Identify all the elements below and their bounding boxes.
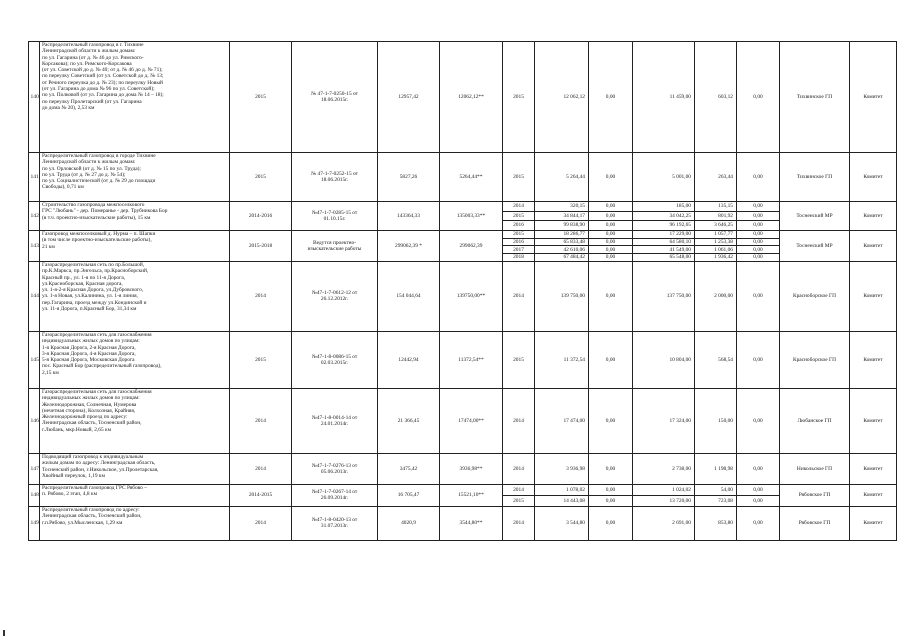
sub-regional: 5 001,00 [633,153,695,202]
sub-other: 0,00 [737,153,780,202]
sub-regional: 64 580,10 [633,238,695,246]
table-row [29,506,897,540]
sub-federal: 0,00 [589,261,633,331]
sub-total: 139 750,00 [535,261,589,331]
responsible-body: Комитет [850,153,897,202]
sub-other: 0,00 [737,230,780,238]
permit-line: 05.06.2013г. [320,468,349,475]
sub-federal: 0,00 [589,221,633,231]
sub-total: 65 833,48 [535,238,589,246]
sub-other: 0,00 [737,202,780,212]
sub-total: 12 062,12 [535,42,589,153]
estimated-cost: 143364,33 [378,202,440,231]
estimated-cost: 3475,42 [378,453,440,484]
description-line: Корсакова); по ул. Римского-Корсакова [42,60,132,67]
sub-regional: 2 691,00 [633,506,695,540]
description-line: индивидуальных жилых домов по улицам: [42,395,140,402]
document-sheet [28,41,896,541]
funding-total: 17474,00** [440,388,503,453]
responsible-body: Комитет [850,202,897,231]
description-line: ул. 11-я Дорога, п.Красный Бор, 31,34 км [42,306,137,313]
sub-total: 3 544,80 [535,506,589,540]
construction-years: 2015 [230,42,292,153]
sub-regional: 1 024,02 [633,484,695,495]
table-row [29,484,897,495]
permit-info [292,388,378,453]
sub-total: 34 844,17 [535,211,589,221]
sub-regional: 185,00 [633,202,695,212]
sub-other: 0,00 [737,388,780,453]
sub-year: 2016 [503,221,535,231]
sub-total: 99 838,90 [535,221,589,231]
description-line: Тосненский район, г.Никольское, ул.Пролетарская, [42,466,159,473]
row-number: 143 [29,230,40,261]
permit-line: Ведутся проектно- [312,239,356,246]
sub-year: 2015 [503,211,535,221]
sub-regional: 10 804,00 [633,331,695,388]
sub-other: 0,00 [737,484,780,495]
object-description [40,42,230,153]
permit-line: №47-1-7-0612-12 от [311,290,358,297]
sub-total: 42 610,06 [535,246,589,254]
sub-year: 2014 [503,261,535,331]
permit-info [292,331,378,388]
table-row [29,261,897,331]
object-description [40,261,230,331]
funding-total: 3936,98** [440,453,503,484]
estimated-cost: 21 366,45 [378,388,440,453]
sub-federal: 0,00 [589,254,633,262]
sub-year: 2015 [503,42,535,153]
description-line: пер.Гагарина, проезд между ул.Кондинской и [42,299,147,306]
description-line: 21 км [42,243,55,250]
description-line: по ул. Социалистической (от д. № 29 до площади [42,178,156,185]
sub-total: 1 078,02 [535,484,589,495]
sub-other: 0,00 [737,261,780,331]
description-line: г.Любань, мкр.Новый, 2,65 км [42,426,112,433]
description-line: индивидуальных жилых домов по улицам: [42,338,140,345]
description-line: ГРС "Любань" - дер. Померанье - дер. Трубникова Бор [42,208,168,215]
permit-line: №47-1-7-0276-13 от [311,462,358,469]
sub-regional: 17 229,00 [633,230,695,238]
permit-info [292,261,378,331]
description-line: 3-я Красная Дорога, 4-я Красная Дорога, [42,350,136,357]
construction-years: 2015 [230,153,292,202]
estimated-cost: 154 044,64 [378,261,440,331]
construction-years: 2014 [230,388,292,453]
description-line: 2,15 км [42,369,59,376]
description-line: Распределительный газопровод ГРС Рябово – [42,484,147,491]
object-description [40,388,230,453]
funding-total: 135003,33** [440,202,503,231]
responsible-body: Комитет [850,42,897,153]
sub-year: 2014 [503,506,535,540]
sub-year: 2015 [503,331,535,388]
sub-local: 603,12 [695,42,737,153]
permit-line: №47-1-8-0420-13 от [311,517,358,524]
permit-line: №47-1-8-0014-14 от [311,414,358,421]
table-row [29,453,897,484]
sub-other: 0,00 [737,331,780,388]
permit-info [292,202,378,231]
sub-local: 801,92 [695,211,737,221]
sub-local: 1 057,77 [695,230,737,238]
row-number: 145 [29,331,40,388]
description-line: по ул. Труда (от д. № 27 до д. № 54); [42,171,126,178]
responsible-body: Комитет [850,506,897,540]
table-row [29,388,897,453]
construction-years: 2014-2016 [230,202,292,231]
sub-local: 2 000,00 [695,261,737,331]
description-line: (от ул. Гагарина до дома № 96 по ул. Советской); [42,86,155,93]
object-description [40,453,230,484]
responsible-body: Комитет [850,230,897,261]
sub-total: 3 936,98 [535,453,589,484]
sub-other: 0,00 [737,246,780,254]
description-line: Газораспределительная сеть для газоснабжения [42,331,152,338]
estimated-cost: 12957,42 [378,42,440,153]
description-line: жилым домам по адресу: Ленинградская область, [42,460,156,467]
funding-total: 5264,44** [440,153,503,202]
permit-line: 26.12.2012г. [320,296,349,303]
description-line: Газопровод межпоселковый д. Нурма – п. Шапки [42,230,156,237]
funding-total: 11372,54** [440,331,503,388]
description-line: Распределительный газопровод по адресу: [42,506,140,513]
sub-total: 17 474,00 [535,388,589,453]
sub-regional: 137 750,00 [633,261,695,331]
permit-line: 26.09.2014г. [320,495,349,502]
description-line: Газораспределительная сеть для газоснабжения [42,388,152,395]
municipality: Тихвинское ГП [780,42,850,153]
responsible-body: Комитет [850,261,897,331]
row-number: 142 [29,202,40,231]
sub-other: 0,00 [737,506,780,540]
permit-line: 18.06.2015г. [320,177,349,183]
sub-year: 2018 [503,254,535,262]
permit-line: №47-1-8-0086-15 от [311,353,358,360]
sub-regional: 65 548,00 [633,254,695,262]
object-description [40,153,230,202]
description-line: по переулку Пролетарский (от ул. Гагарина [42,98,142,105]
sub-year: 2016 [503,238,535,246]
sub-year: 2017 [503,246,535,254]
table-body [29,42,897,541]
municipality: Тосненский МР [780,202,850,231]
sub-federal: 0,00 [589,238,633,246]
sub-local: 263,44 [695,153,737,202]
municipality: Красноборское ГП [780,331,850,388]
municipality: Красноборское ГП [780,261,850,331]
sub-federal: 0,00 [589,388,633,453]
description-line: по ул. Полковой (от ул. Гагарина до дома № 14 – 18); [42,92,164,99]
funding-total: 299062,39 [440,230,503,261]
description-line: Ленинградская область, Тосненский район, [42,420,142,427]
sub-other: 0,00 [737,254,780,262]
permit-info [292,42,378,153]
sub-total: 14 443,08 [535,495,589,506]
permit-line: №47-1-7-0267-14 от [311,489,358,496]
permit-line: 18.06.2015г. [320,97,349,103]
description-line: (нечетная сторона), Колхозная, Крайняя, [42,407,136,414]
sub-local: 1 936,42 [695,254,737,262]
sub-regional: 11 459,00 [633,42,695,153]
sub-year: 2014 [503,388,535,453]
sub-year: 2014 [503,484,535,495]
permit-line: изыскательские работы [307,245,362,252]
description-line: ул. 1-я-2-я Красная Дорога, ул.Дубровского, [42,287,144,294]
sub-other: 0,00 [737,238,780,246]
description-line: по переулку Советский (от ул. Советской до д. № 13; [42,73,164,80]
row-number: 141 [29,153,40,202]
estimated-cost: 5827,26 [378,153,440,202]
sub-local: 1 061,06 [695,246,737,254]
construction-years: 2014 [230,453,292,484]
sub-year: 2015 [503,230,535,238]
permit-info [292,506,378,540]
permit-line: № 47-1-7-0250-15 от [311,90,358,97]
sub-year: 2015 [503,153,535,202]
permit-line: 24.01.2014г. [320,420,349,427]
sub-local: 853,80 [695,506,737,540]
sub-year: 2014 [503,202,535,212]
funding-total: 3544,80** [440,506,503,540]
sub-local: 568,54 [695,331,737,388]
sub-total: 5 264,44 [535,153,589,202]
table-row [29,230,897,238]
sub-other: 0,00 [737,221,780,231]
sub-local: 3 646,25 [695,221,737,231]
sub-other: 0,00 [737,453,780,484]
sub-local: 135,15 [695,202,737,212]
estimated-cost: 4020,9 [378,506,440,540]
sub-local: 150,00 [695,388,737,453]
description-line: пр.К.Маркса, пр.Энгельса, пр.Красноборский, [42,268,149,275]
description-line: Подводящий газопровод к индивидуальным [42,453,144,460]
description-line: 5-я Красная Дорога, Московская Дорога [42,357,135,364]
permit-info [292,484,378,506]
sub-federal: 0,00 [589,246,633,254]
description-line: Газораспределительная сеть по пр.Большой, [42,261,145,268]
sub-local: 1 253,38 [695,238,737,246]
sub-total: 320,15 [535,202,589,212]
row-number: 149 [29,506,40,540]
construction-years: 2014 [230,261,292,331]
estimated-cost: 12442,94 [378,331,440,388]
sub-federal: 0,00 [589,506,633,540]
permit-info [292,230,378,261]
sub-year: 2014 [503,453,535,484]
municipality: Рябовское ГП [780,484,850,506]
description-line: ул.Красноборская, Красная дорога, [42,280,123,287]
sub-other: 0,00 [737,42,780,153]
permit-line: 31.07.2013г. [320,523,349,530]
funding-total: 12062,12** [440,42,503,153]
sub-federal: 0,00 [589,453,633,484]
row-number: 148 [29,484,40,506]
table-row [29,153,897,202]
responsible-body: Комитет [850,331,897,388]
object-description [40,202,230,231]
sub-federal: 0,00 [589,42,633,153]
description-line: ул. 1-я Новая, ул.Калинина, ул. 1-я линия, [42,293,138,300]
sub-federal: 0,00 [589,230,633,238]
responsible-body: Комитет [850,453,897,484]
sub-regional: 96 192,65 [633,221,695,231]
municipality: Никольское ГП [780,453,850,484]
construction-years: 2014 [230,506,292,540]
responsible-body: Комитет [850,484,897,506]
sub-federal: 0,00 [589,495,633,506]
funding-total: 15521,10** [440,484,503,506]
estimated-cost: 16 705,47 [378,484,440,506]
gasification-table [28,41,897,541]
description-line: п. Рябово, 2 этап, 4,8 км [42,491,97,498]
sub-regional: 34 042,25 [633,211,695,221]
description-line: по ул. Орловской (от д. № 15 по ул. Труда); [42,165,141,172]
municipality: Тихвинское ГП [780,153,850,202]
sub-local: 723,08 [695,495,737,506]
sub-other: 0,00 [737,211,780,221]
construction-years: 2015 [230,331,292,388]
permit-line: № 47-1-7-0252-15 от [311,170,358,177]
permit-info [292,453,378,484]
sub-local: 54,00 [695,484,737,495]
construction-years: 2015-2018 [230,230,292,261]
funding-total: 139750,00** [440,261,503,331]
permit-line: 01.10.15г. [323,215,346,222]
description-line: Железнодорожный проезд по адресу: [42,414,128,421]
sub-regional: 13 720,00 [633,495,695,506]
description-line: Ленинградской области к жилым домам: [42,159,136,166]
municipality: Рябовское ГП [780,506,850,540]
municipality: Тосненский МР [780,230,850,261]
sub-federal: 0,00 [589,484,633,495]
table-row [29,42,897,153]
construction-years: 2014-2015 [230,484,292,506]
description-line: Хвойный переулок, 1,19 км [42,472,105,479]
permit-line: №47-1-7-0285-15 от [311,209,358,216]
description-line: Красный пр., ул. 1-я по 11-я Дорога, [42,274,126,281]
permit-info [292,153,378,202]
object-description [40,484,230,506]
scan-margin-mark [3,630,5,636]
description-line: Строительство газопровода межпоселкового [42,202,145,208]
row-number: 144 [29,261,40,331]
description-line: Распределительный газопровод в г. Тихвине [42,42,144,48]
sub-other: 0,00 [737,495,780,506]
description-line: Ленинградской области к жилым домам: [42,48,136,55]
object-description [40,506,230,540]
sub-year: 2015 [503,495,535,506]
row-number: 146 [29,388,40,453]
description-line: (от ул. Советской до д. № 40; от д. № 46 до д. № 71); [42,67,163,74]
description-line: Железнодорожная, Солнечная, Нумерова [42,401,137,408]
description-line: Ленинградская область, Тосненский район, [42,513,142,520]
description-line: до дома № 20), 2,53 км [42,104,95,111]
description-line: (в том числе проектно-изыскательские работы), [42,237,152,244]
row-number: 140 [29,42,40,153]
description-line: г.п.Рябово, ул.Мысленская, 1,29 км [42,519,123,526]
table-row [29,202,897,212]
sub-total: 18 286,77 [535,230,589,238]
sub-total: 11 372,54 [535,331,589,388]
municipality: Любанское ГП [780,388,850,453]
table-row [29,331,897,388]
estimated-cost: 299062,39 * [378,230,440,261]
row-number: 147 [29,453,40,484]
responsible-body: Комитет [850,388,897,453]
description-line: Свободы), 0,71 км [42,184,84,191]
sub-federal: 0,00 [589,211,633,221]
sub-regional: 41 549,00 [633,246,695,254]
sub-regional: 2 738,00 [633,453,695,484]
description-line: Распределительный газопровод в городе Тихвине [42,153,156,159]
object-description [40,331,230,388]
sub-federal: 0,00 [589,153,633,202]
sub-regional: 17 324,00 [633,388,695,453]
sub-federal: 0,00 [589,202,633,212]
description-line: пос. Красный Бор (распределительный газопровод), [42,363,162,370]
description-line: (в т.ч. проектно-изыскательские работы), 15 км [42,214,151,221]
sub-local: 1 198,98 [695,453,737,484]
object-description [40,230,230,261]
description-line: по ул. Гагарина (от д. № 46 до ул. Римского- [42,54,144,61]
description-line: от Речного переулка до д. № 23); по переулку Новый [42,79,163,86]
sub-federal: 0,00 [589,331,633,388]
permit-line: 02.03.2015г. [320,359,349,366]
description-line: 1-я Красная Дорога, 2-я Красная Дорога, [42,344,136,351]
sub-total: 67 484,42 [535,254,589,262]
